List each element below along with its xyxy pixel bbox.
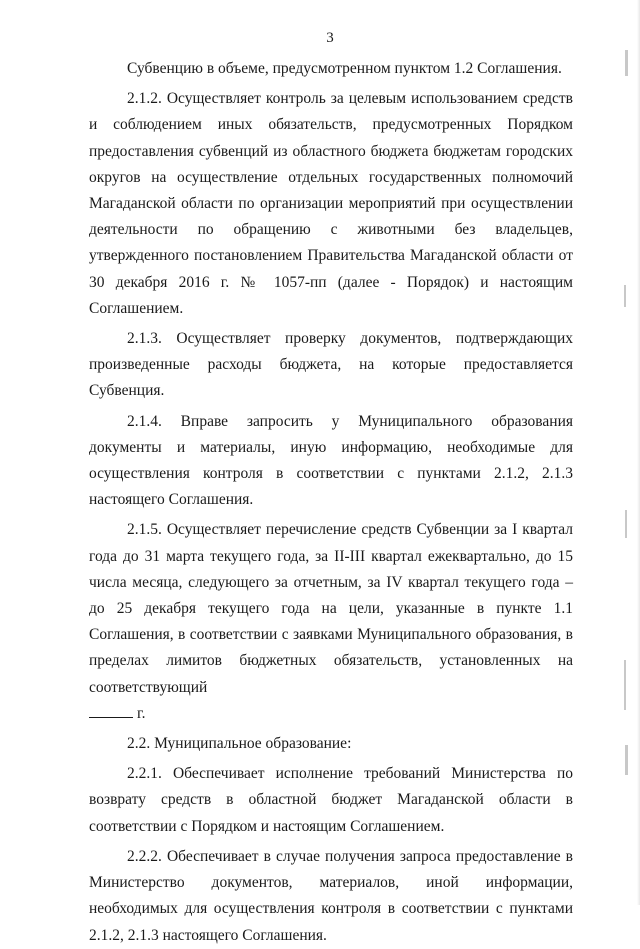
- paragraph-2-2-2: 2.2.2. Обеспечивает в случае получения запроса предоставление в Министерство документов, материалов, иной информации, необходимых для осуществления контроля в соответствии с пунктами 2.1.2, 2.1.3 настоящего Соглашения.: [89, 847, 573, 944]
- year-suffix: г.: [137, 704, 146, 722]
- paragraph-2-1-3: 2.1.3. Осуществляет проверку документов, подтверждающих произведенные расходы бюджета, на которые предоставляется Субвенция.: [89, 330, 573, 400]
- scan-speckle: [625, 50, 628, 76]
- scan-speckle: [625, 510, 627, 538]
- page-number: 3: [326, 30, 334, 46]
- scan-speckle: [624, 660, 626, 710]
- paragraph-2-2-1: 2.2.1. Обеспечивает исполнение требований Министерства по возврату средств в областной бюджет Магаданской области в соответствии с Порядком и настоящим Соглашением.: [89, 765, 573, 835]
- paragraph-year-line: [89, 701, 573, 727]
- scan-speckle: [625, 745, 628, 775]
- paragraph-2-1-2: 2.1.2. Осуществляет контроль за целевым использованием средств и соблюдением иных обязательств, предусмотренных Порядком предоставления субвенций из областного бюджета бюджетам городских округов на осуществление отдельных государственных полномочий Магаданской области по организации мероприятий при осуществлении деятельности по обращению с животными без владельцев, утвержденного постановлением Правительства Магаданской области от 30 декабря 2016 г. № 1057-пп (далее - Порядок) и настоящим Соглашением.: [89, 90, 573, 317]
- scan-speckle: [624, 285, 626, 307]
- blank-year-field: [89, 703, 133, 718]
- document-body: [89, 56, 573, 949]
- paragraph-2-1-4: 2.1.4. Вправе запросить у Муниципального образования документы и материалы, иную информацию, необходимые для осуществления контроля в соответствии с пунктами 2.1.2, 2.1.3 настоящего Соглашения.: [89, 412, 573, 509]
- paragraph-2-1-5: 2.1.5. Осуществляет перечисление средств Субвенции за I квартал года до 31 марта текущего года, за II-III квартал ежеквартально, до 15 числа месяца, следующего за отчетным, за IV квартал текущего года – до 25 декабря текущего года на цели, указанные в пункте 1.1 Соглашения, в соответствии с заявками Муниципального образования, в пределах лимитов бюджетных обязательств, установленных на соответствующий: [89, 521, 573, 696]
- paragraph-2-2: 2.2. Муниципальное образование:: [127, 735, 352, 753]
- paragraph-subvention-volume: Субвенцию в объеме, предусмотренном пунктом 1.2 Соглашения.: [127, 60, 562, 77]
